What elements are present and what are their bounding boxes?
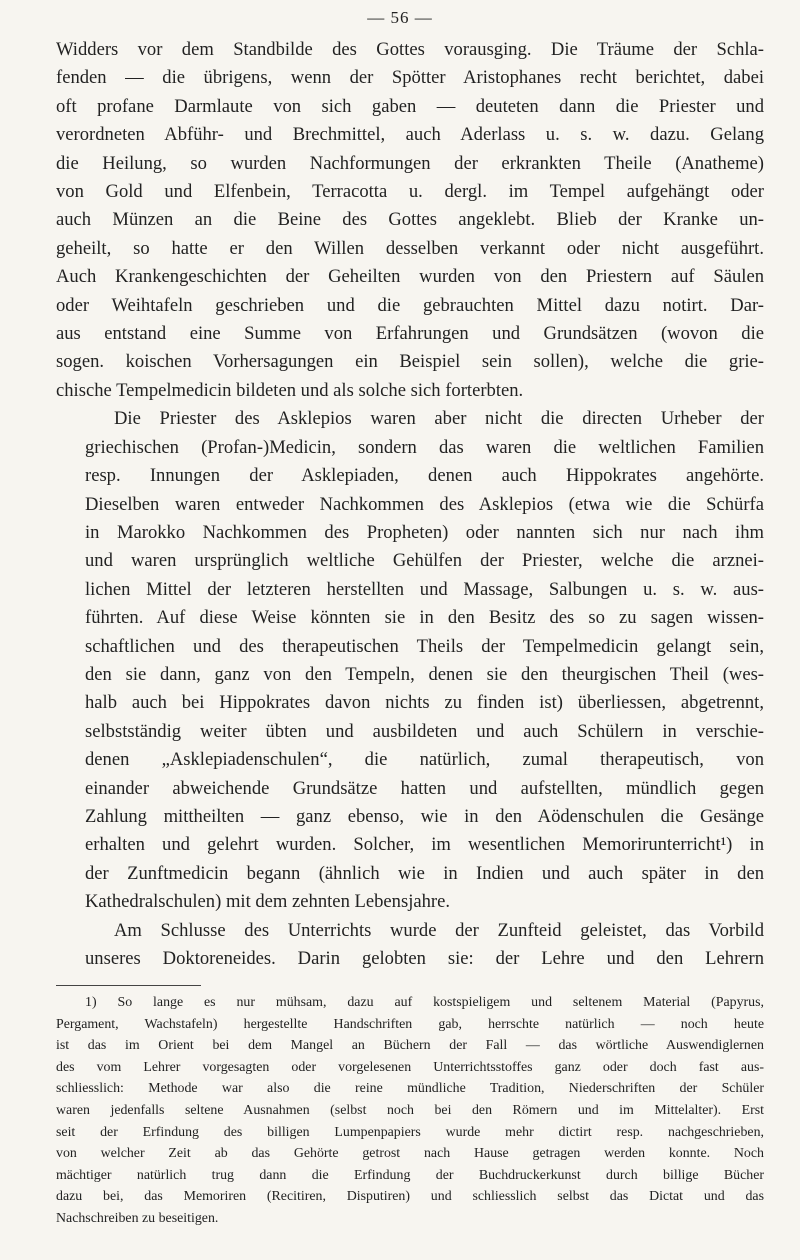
footnote: [56, 992, 764, 1230]
text-line: sogen. koischen Vorhersagungen ein Beispiel sein sollen), welche die grie-: [56, 351, 764, 373]
text-line: griechischen (Profan-)Medicin, sondern das waren die weltlichen Familien: [85, 436, 764, 458]
text-line: Am Schlusse des Unterrichts wurde der Zunfteid geleistet, das Vorbild: [114, 919, 764, 941]
text-line: oder Weihtafeln geschrieben und die gebrauchten Mittel dazu notirt. Dar-: [56, 294, 764, 316]
text-line: Die Priester des Asklepios waren aber nicht die directen Urheber der: [114, 408, 764, 430]
text-line: Auch Krankengeschichten der Geheilten wurden von den Priestern auf Säulen: [56, 266, 764, 288]
text-line: selbstständig weiter übten und ausbildeten und auch Schülern in verschie-: [85, 720, 764, 742]
text-line: Dieselben waren entweder Nachkommen des Asklepios (etwa wie die Schürfa: [85, 493, 764, 515]
paragraph-2: [56, 405, 764, 916]
text-line: oft profane Darmlaute von sich gaben — deuteten dann die Priester und: [56, 95, 764, 117]
text-line: resp. Innungen der Asklepiaden, denen auch Hippokrates angehörte.: [85, 465, 764, 487]
paragraph-1: [56, 36, 764, 405]
footnote-line: des vom Lehrer vorgesagten oder vorgelesenen Unterrichtsstoffes ganz oder doch fast aus-: [56, 1059, 764, 1075]
text-line: einander abweichende Grundsätze hatten und aufstellten, mündlich gegen: [85, 777, 764, 799]
text-line: den sie dann, ganz von den Tempeln, denen sie den theurgischen Theil (wes-: [85, 663, 764, 685]
body-text: [56, 36, 764, 973]
text-line: lichen Mittel der letzteren herstellten und Massage, Salbungen u. s. w. aus-: [85, 578, 764, 600]
footnote-line: Pergament, Wachstafeln) hergestellte Handschriften gab, herrschte natürlich — noch heute: [56, 1016, 764, 1032]
text-line: Kathedralschulen) mit dem zehnten Lebensjahre.: [85, 891, 451, 913]
text-line: chische Tempelmedicin bildeten und als solche sich forterbten.: [56, 379, 524, 401]
footnote-line: von welcher Zeit ab das Gehörte getrost nach Hause getragen werden konnte. Noch: [56, 1146, 764, 1162]
text-line: erhalten und gelehrt wurden. Solcher, im wesentlichen Memorirunterricht¹) in: [85, 834, 764, 856]
text-line: verordneten Abführ- und Brechmittel, auch Aderlass u. s. w. dazu. Gelang: [56, 124, 764, 146]
footnote-line: Nachschreiben zu beseitigen.: [56, 1210, 219, 1226]
text-line: halb auch bei Hippokrates davon nichts zu finden ist) überliessen, abgetrennt,: [85, 692, 764, 714]
footnote-line: seit der Erfindung des billigen Lumpenpapiers wurde mehr dictirt resp. nachgeschrieben,: [56, 1124, 764, 1140]
text-line: der Zunftmedicin begann (ähnlich wie in Indien und auch später in den: [85, 862, 764, 884]
footnote-line: ist das im Orient bei dem Mangel an Büchern der Fall — das wörtliche Auswendiglernen: [56, 1038, 764, 1054]
text-line: denen „Asklepiadenschulen“, die natürlich, zumal therapeutisch, von: [85, 749, 764, 771]
footnote-line: dazu bei, das Memoriren (Recitiren, Disputiren) und schliesslich selbst das Dictat und das: [56, 1189, 764, 1205]
footnote-line: mächtiger natürlich trug dann die Erfindung der Buchdruckerkunst durch billige Bücher: [56, 1167, 764, 1183]
text-line: aus entstand eine Summe von Erfahrungen und Grundsätzen (wovon die: [56, 323, 764, 345]
text-line: Widders vor dem Standbilde des Gottes vorausging. Die Träume der Schla-: [56, 39, 764, 60]
text-line: führten. Auf diese Weise könnten sie in den Besitz des so zu sagen wissen-: [85, 607, 764, 629]
text-line: schaftlichen und des therapeutischen Theils der Tempelmedicin gelangt sein,: [85, 635, 764, 657]
text-line: die Heilung, so wurden Nachformungen der erkrankten Theile (Anatheme): [56, 152, 764, 174]
footnote-line: waren jedenfalls seltene Ausnahmen (selbst noch bei den Römern und im Mittelalter). Erst: [56, 1102, 764, 1118]
text-line: geheilt, so hatte er den Willen desselben verkannt oder nicht ausgeführt.: [56, 237, 764, 259]
text-line: und waren ursprünglich weltliche Gehülfen der Priester, welche die arznei-: [85, 550, 764, 572]
footnote-line: schliesslich: Methode war also die reine mündliche Tradition, Niederschriften der Schüler: [56, 1081, 764, 1097]
text-line: von Gold und Elfenbein, Terracotta u. dergl. im Tempel aufgehängt oder: [56, 181, 764, 203]
text-line: fenden — die übrigens, wenn der Spötter Aristophanes recht berichtet, dabei: [56, 67, 764, 89]
paragraph-3: [56, 917, 764, 974]
text-line: unseres Doktoreneides. Darin gelobten sie: der Lehre und den Lehrern: [85, 948, 764, 969]
footnote-divider: [56, 985, 201, 986]
page-number: — 56 —: [367, 8, 433, 27]
text-line: auch Münzen an die Beine des Gottes angeklebt. Blieb der Kranke un-: [56, 209, 764, 231]
footnote-line: 1) So lange es nur mühsam, dazu auf kostspieligem und seltenem Material (Papyrus,: [85, 995, 764, 1010]
text-line: in Marokko Nachkommen des Propheten) oder nannten sich nur nach ihm: [85, 521, 764, 543]
text-line: Zahlung mittheilten — ganz ebenso, wie in den Aödenschulen die Gesänge: [85, 805, 764, 827]
